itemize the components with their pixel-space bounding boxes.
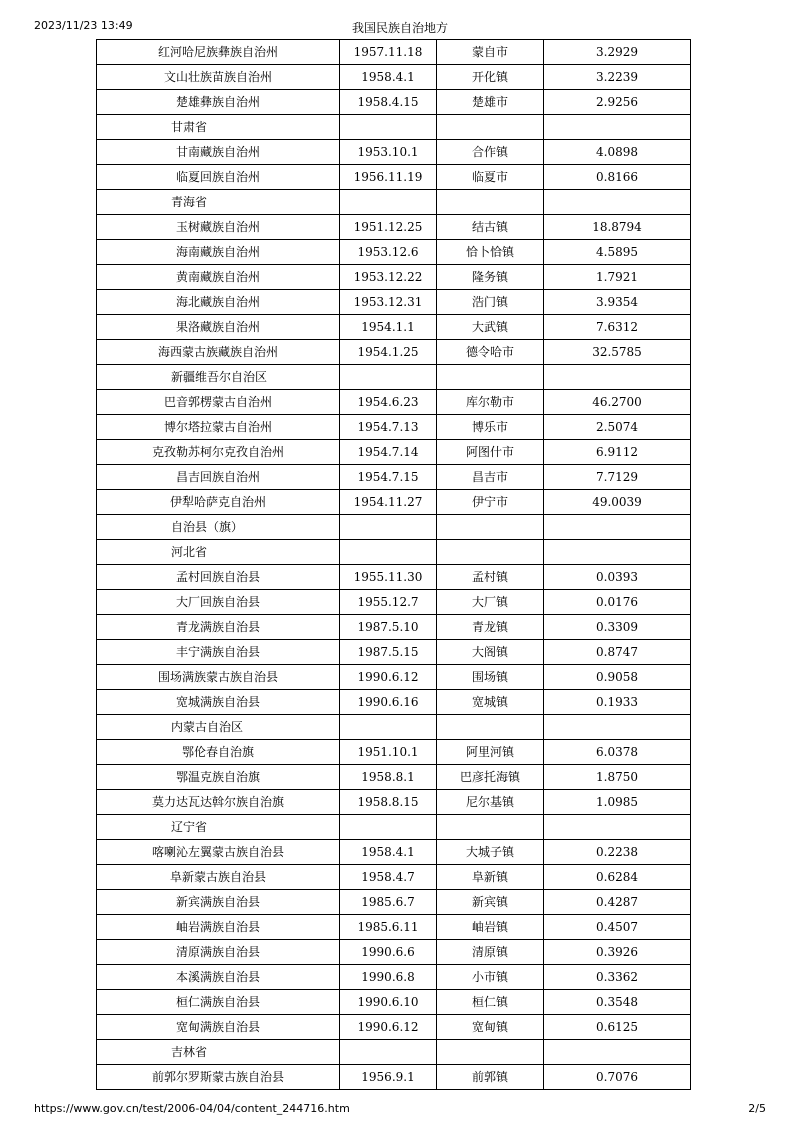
empty-cell — [437, 190, 544, 215]
table-row — [97, 265, 691, 290]
area-cell: 0.8166 — [544, 165, 691, 190]
seat-cell: 大阁镇 — [437, 640, 544, 665]
seat-cell: 大城子镇 — [437, 840, 544, 865]
founding-date-cell: 1990.6.16 — [340, 690, 437, 715]
region-name-cell: 海西蒙古族藏族自治州 — [97, 340, 340, 365]
seat-cell: 大武镇 — [437, 315, 544, 340]
region-name-cell: 喀喇沁左翼蒙古族自治县 — [97, 840, 340, 865]
table-row — [97, 965, 691, 990]
founding-date-cell: 1990.6.12 — [340, 665, 437, 690]
section-label: 甘肃省 — [97, 115, 340, 140]
seat-cell: 博乐市 — [437, 415, 544, 440]
empty-cell — [340, 115, 437, 140]
print-datetime: 2023/11/23 13:49 — [34, 19, 133, 32]
table-row — [97, 240, 691, 265]
table-row — [97, 840, 691, 865]
seat-cell: 青龙镇 — [437, 615, 544, 640]
region-name-cell: 新宾满族自治县 — [97, 890, 340, 915]
area-cell: 2.5074 — [544, 415, 691, 440]
section-label: 自治县（旗） — [97, 515, 340, 540]
table-row — [97, 490, 691, 515]
section-label: 青海省 — [97, 190, 340, 215]
empty-cell — [544, 365, 691, 390]
empty-cell — [437, 115, 544, 140]
seat-cell: 昌吉市 — [437, 465, 544, 490]
area-cell: 6.0378 — [544, 740, 691, 765]
empty-cell — [544, 1040, 691, 1065]
region-name-cell: 伊犁哈萨克自治州 — [97, 490, 340, 515]
region-name-cell: 文山壮族苗族自治州 — [97, 65, 340, 90]
founding-date-cell: 1953.10.1 — [340, 140, 437, 165]
empty-cell — [340, 815, 437, 840]
area-cell: 0.2238 — [544, 840, 691, 865]
seat-cell: 围场镇 — [437, 665, 544, 690]
founding-date-cell: 1953.12.31 — [340, 290, 437, 315]
region-name-cell: 围场满族蒙古族自治县 — [97, 665, 340, 690]
table-body — [97, 40, 691, 1090]
seat-cell: 结古镇 — [437, 215, 544, 240]
empty-cell — [437, 715, 544, 740]
table-row — [97, 640, 691, 665]
table-row — [97, 590, 691, 615]
founding-date-cell: 1958.8.15 — [340, 790, 437, 815]
region-name-cell: 甘南藏族自治州 — [97, 140, 340, 165]
seat-cell: 清原镇 — [437, 940, 544, 965]
region-name-cell: 莫力达瓦达斡尔族自治旗 — [97, 790, 340, 815]
seat-cell: 宽城镇 — [437, 690, 544, 715]
seat-cell: 阿里河镇 — [437, 740, 544, 765]
empty-cell — [544, 540, 691, 565]
seat-cell: 尼尔基镇 — [437, 790, 544, 815]
table-row — [97, 790, 691, 815]
founding-date-cell: 1954.11.27 — [340, 490, 437, 515]
founding-date-cell: 1957.11.18 — [340, 40, 437, 65]
table-row — [97, 690, 691, 715]
section-row — [97, 715, 691, 740]
area-cell: 0.6125 — [544, 1015, 691, 1040]
region-name-cell: 克孜勒苏柯尔克孜自治州 — [97, 440, 340, 465]
table-row — [97, 65, 691, 90]
founding-date-cell: 1951.12.25 — [340, 215, 437, 240]
founding-date-cell: 1958.4.7 — [340, 865, 437, 890]
area-cell: 3.2929 — [544, 40, 691, 65]
seat-cell: 桓仁镇 — [437, 990, 544, 1015]
founding-date-cell: 1954.1.25 — [340, 340, 437, 365]
region-name-cell: 昌吉回族自治州 — [97, 465, 340, 490]
founding-date-cell: 1954.7.15 — [340, 465, 437, 490]
seat-cell: 开化镇 — [437, 65, 544, 90]
table-row — [97, 440, 691, 465]
empty-cell — [437, 365, 544, 390]
area-cell: 1.7921 — [544, 265, 691, 290]
founding-date-cell: 1951.10.1 — [340, 740, 437, 765]
section-row — [97, 190, 691, 215]
founding-date-cell: 1987.5.15 — [340, 640, 437, 665]
founding-date-cell: 1956.9.1 — [340, 1065, 437, 1090]
page-title: 我国民族自治地方 — [351, 21, 448, 35]
table-row — [97, 915, 691, 940]
empty-cell — [340, 190, 437, 215]
table-row — [97, 665, 691, 690]
area-cell: 0.3926 — [544, 940, 691, 965]
seat-cell: 楚雄市 — [437, 90, 544, 115]
seat-cell: 阜新镇 — [437, 865, 544, 890]
seat-cell: 小市镇 — [437, 965, 544, 990]
founding-date-cell: 1954.7.14 — [340, 440, 437, 465]
empty-cell — [544, 115, 691, 140]
region-name-cell: 清原满族自治县 — [97, 940, 340, 965]
seat-cell: 蒙自市 — [437, 40, 544, 65]
table-row — [97, 565, 691, 590]
area-cell: 0.0176 — [544, 590, 691, 615]
table-row — [97, 165, 691, 190]
table-row — [97, 865, 691, 890]
seat-cell: 巴彦托海镇 — [437, 765, 544, 790]
region-name-cell: 大厂回族自治县 — [97, 590, 340, 615]
table-row — [97, 465, 691, 490]
area-cell: 0.7076 — [544, 1065, 691, 1090]
area-cell: 49.0039 — [544, 490, 691, 515]
seat-cell: 恰卜恰镇 — [437, 240, 544, 265]
area-cell: 0.9058 — [544, 665, 691, 690]
area-cell: 0.0393 — [544, 565, 691, 590]
seat-cell: 合作镇 — [437, 140, 544, 165]
seat-cell: 岫岩镇 — [437, 915, 544, 940]
section-label: 河北省 — [97, 540, 340, 565]
founding-date-cell: 1990.6.8 — [340, 965, 437, 990]
empty-cell — [340, 540, 437, 565]
region-name-cell: 青龙满族自治县 — [97, 615, 340, 640]
empty-cell — [340, 365, 437, 390]
table-row — [97, 940, 691, 965]
table-row — [97, 215, 691, 240]
founding-date-cell: 1987.5.10 — [340, 615, 437, 640]
page-url[interactable]: https://www.gov.cn/test/2006-04/04/content_244716.htm — [34, 1102, 350, 1115]
empty-cell — [544, 715, 691, 740]
table-row — [97, 140, 691, 165]
area-cell: 0.4507 — [544, 915, 691, 940]
section-row — [97, 515, 691, 540]
region-name-cell: 巴音郭楞蒙古自治州 — [97, 390, 340, 415]
table-row — [97, 315, 691, 340]
table-row — [97, 765, 691, 790]
founding-date-cell: 1954.7.13 — [340, 415, 437, 440]
founding-date-cell: 1953.12.6 — [340, 240, 437, 265]
autonomous-regions-table — [96, 39, 691, 1090]
empty-cell — [544, 515, 691, 540]
section-row — [97, 365, 691, 390]
seat-cell: 德令哈市 — [437, 340, 544, 365]
founding-date-cell: 1956.11.19 — [340, 165, 437, 190]
region-name-cell: 前郭尔罗斯蒙古族自治县 — [97, 1065, 340, 1090]
founding-date-cell: 1985.6.7 — [340, 890, 437, 915]
seat-cell: 库尔勒市 — [437, 390, 544, 415]
seat-cell: 伊宁市 — [437, 490, 544, 515]
table-row — [97, 415, 691, 440]
empty-cell — [340, 515, 437, 540]
region-name-cell: 岫岩满族自治县 — [97, 915, 340, 940]
area-cell: 0.3548 — [544, 990, 691, 1015]
founding-date-cell: 1954.6.23 — [340, 390, 437, 415]
empty-cell — [544, 815, 691, 840]
region-name-cell: 临夏回族自治州 — [97, 165, 340, 190]
region-name-cell: 海南藏族自治州 — [97, 240, 340, 265]
founding-date-cell: 1953.12.22 — [340, 265, 437, 290]
founding-date-cell: 1990.6.6 — [340, 940, 437, 965]
seat-cell: 隆务镇 — [437, 265, 544, 290]
table-row — [97, 990, 691, 1015]
page-number: 2/5 — [748, 1102, 766, 1115]
area-cell: 0.3362 — [544, 965, 691, 990]
founding-date-cell: 1990.6.12 — [340, 1015, 437, 1040]
seat-cell: 宽甸镇 — [437, 1015, 544, 1040]
empty-cell — [340, 715, 437, 740]
region-name-cell: 玉树藏族自治州 — [97, 215, 340, 240]
area-cell: 0.1933 — [544, 690, 691, 715]
region-name-cell: 楚雄彝族自治州 — [97, 90, 340, 115]
area-cell: 0.8747 — [544, 640, 691, 665]
area-cell: 0.3309 — [544, 615, 691, 640]
region-name-cell: 博尔塔拉蒙古自治州 — [97, 415, 340, 440]
region-name-cell: 丰宁满族自治县 — [97, 640, 340, 665]
section-label: 内蒙古自治区 — [97, 715, 340, 740]
area-cell: 7.6312 — [544, 315, 691, 340]
region-name-cell: 鄂伦春自治旗 — [97, 740, 340, 765]
region-name-cell: 黄南藏族自治州 — [97, 265, 340, 290]
section-label: 辽宁省 — [97, 815, 340, 840]
area-cell: 2.9256 — [544, 90, 691, 115]
empty-cell — [437, 815, 544, 840]
table-row — [97, 1065, 691, 1090]
founding-date-cell: 1954.1.1 — [340, 315, 437, 340]
section-row — [97, 1040, 691, 1065]
area-cell: 46.2700 — [544, 390, 691, 415]
seat-cell: 浩门镇 — [437, 290, 544, 315]
table-row — [97, 615, 691, 640]
section-row — [97, 115, 691, 140]
region-name-cell: 桓仁满族自治县 — [97, 990, 340, 1015]
table-row — [97, 1015, 691, 1040]
area-cell: 18.8794 — [544, 215, 691, 240]
area-cell: 1.8750 — [544, 765, 691, 790]
seat-cell: 大厂镇 — [437, 590, 544, 615]
area-cell: 0.4287 — [544, 890, 691, 915]
founding-date-cell: 1955.11.30 — [340, 565, 437, 590]
table-row — [97, 90, 691, 115]
area-cell: 4.5895 — [544, 240, 691, 265]
table-row — [97, 340, 691, 365]
region-name-cell: 海北藏族自治州 — [97, 290, 340, 315]
area-cell: 4.0898 — [544, 140, 691, 165]
seat-cell: 新宾镇 — [437, 890, 544, 915]
area-cell: 1.0985 — [544, 790, 691, 815]
area-cell: 7.7129 — [544, 465, 691, 490]
founding-date-cell: 1990.6.10 — [340, 990, 437, 1015]
region-name-cell: 宽甸满族自治县 — [97, 1015, 340, 1040]
seat-cell: 临夏市 — [437, 165, 544, 190]
founding-date-cell: 1985.6.11 — [340, 915, 437, 940]
section-row — [97, 815, 691, 840]
empty-cell — [437, 1040, 544, 1065]
founding-date-cell: 1958.4.1 — [340, 65, 437, 90]
table-row — [97, 890, 691, 915]
founding-date-cell: 1958.4.1 — [340, 840, 437, 865]
section-row — [97, 540, 691, 565]
area-cell: 6.9112 — [544, 440, 691, 465]
area-cell: 32.5785 — [544, 340, 691, 365]
region-name-cell: 孟村回族自治县 — [97, 565, 340, 590]
seat-cell: 孟村镇 — [437, 565, 544, 590]
seat-cell: 阿图什市 — [437, 440, 544, 465]
region-name-cell: 红河哈尼族彝族自治州 — [97, 40, 340, 65]
region-name-cell: 本溪满族自治县 — [97, 965, 340, 990]
area-cell: 3.2239 — [544, 65, 691, 90]
region-name-cell: 阜新蒙古族自治县 — [97, 865, 340, 890]
empty-cell — [544, 190, 691, 215]
empty-cell — [340, 1040, 437, 1065]
region-name-cell: 果洛藏族自治州 — [97, 315, 340, 340]
seat-cell: 前郭镇 — [437, 1065, 544, 1090]
section-label: 新疆维吾尔自治区 — [97, 365, 340, 390]
table-row — [97, 740, 691, 765]
empty-cell — [437, 540, 544, 565]
region-name-cell: 宽城满族自治县 — [97, 690, 340, 715]
table-row — [97, 40, 691, 65]
region-name-cell: 鄂温克族自治旗 — [97, 765, 340, 790]
table-row — [97, 390, 691, 415]
founding-date-cell: 1955.12.7 — [340, 590, 437, 615]
founding-date-cell: 1958.4.15 — [340, 90, 437, 115]
empty-cell — [437, 515, 544, 540]
founding-date-cell: 1958.8.1 — [340, 765, 437, 790]
area-cell: 3.9354 — [544, 290, 691, 315]
table-row — [97, 290, 691, 315]
area-cell: 0.6284 — [544, 865, 691, 890]
section-label: 吉林省 — [97, 1040, 340, 1065]
